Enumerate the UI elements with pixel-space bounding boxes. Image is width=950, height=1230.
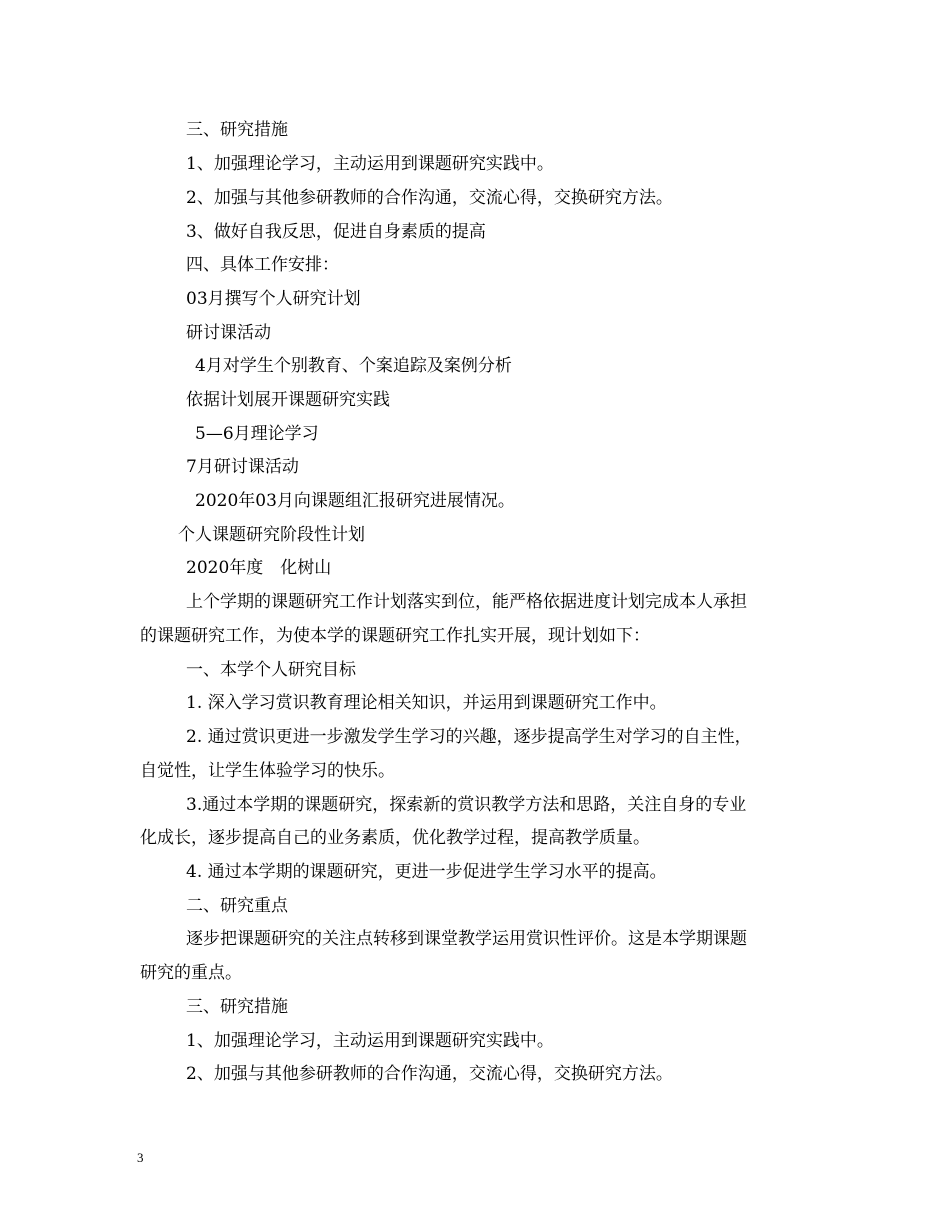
paragraph-line: 2. 通过赏识更进一步激发学生学习的兴趣，逐步提高学生对学习的自主性， — [186, 727, 752, 747]
schedule-line: 研讨课活动 — [186, 323, 271, 343]
section-heading-schedule: 四、具体工作安排： — [186, 255, 339, 275]
paragraph-line: 研究的重点。 — [140, 963, 242, 983]
section-heading-measures: 三、研究措施 — [186, 120, 288, 140]
paragraph-line: 3.通过本学期的课题研究，探索新的赏识教学方法和思路，关注自身的专业 — [186, 795, 747, 815]
document-title: 个人课题研究阶段性计划 — [178, 525, 365, 545]
paragraph-line: 1. 深入学习赏识教育理论相关知识，并运用到课题研究工作中。 — [186, 693, 667, 713]
schedule-line: 7月研讨课活动 — [186, 457, 299, 477]
section-heading-measures: 三、研究措施 — [186, 997, 288, 1017]
schedule-line: 2020年03月向课题组汇报研究进展情况。 — [195, 491, 515, 511]
page-number: 3 — [137, 1150, 144, 1165]
section-heading-goals: 一、本学个人研究目标 — [186, 660, 356, 680]
paragraph-line: 化成长，逐步提高自己的业务素质，优化教学过程，提高教学质量。 — [140, 828, 650, 848]
schedule-line: 4月对学生个别教育、个案追踪及案例分析 — [195, 356, 512, 376]
paragraph-line: 4. 通过本学期的课题研究，更进一步促进学生学习水平的提高。 — [186, 862, 667, 882]
schedule-line: 依据计划展开课题研究实践 — [186, 390, 390, 410]
schedule-line: 03月撰写个人研究计划 — [186, 289, 361, 309]
paragraph-line: 2、加强与其他参研教师的合作沟通，交流心得，交换研究方法。 — [186, 1064, 673, 1084]
schedule-line: 5—6月理论学习 — [195, 424, 319, 444]
paragraph-line: 上个学期的课题研究工作计划落实到位，能严格依据进度计划完成本人承担 — [186, 592, 747, 612]
paragraph-line: 逐步把课题研究的关注点转移到课堂教学运用赏识性评价。这是本学期课题 — [186, 929, 747, 949]
paragraph-line: 的课题研究工作，为使本学的课题研究工作扎实开展，现计划如下： — [140, 626, 650, 646]
document-byline: 2020年度 化树山 — [186, 558, 332, 578]
section-heading-focus: 二、研究重点 — [186, 896, 288, 916]
paragraph-line: 自觉性，让学生体验学习的快乐。 — [140, 761, 395, 781]
paragraph-line: 1、加强理论学习，主动运用到课题研究实践中。 — [186, 154, 554, 174]
paragraph-line: 2、加强与其他参研教师的合作沟通，交流心得，交换研究方法。 — [186, 188, 673, 208]
paragraph-line: 1、加强理论学习，主动运用到课题研究实践中。 — [186, 1031, 554, 1051]
paragraph-line: 3、做好自我反思，促进自身素质的提高 — [186, 222, 486, 242]
